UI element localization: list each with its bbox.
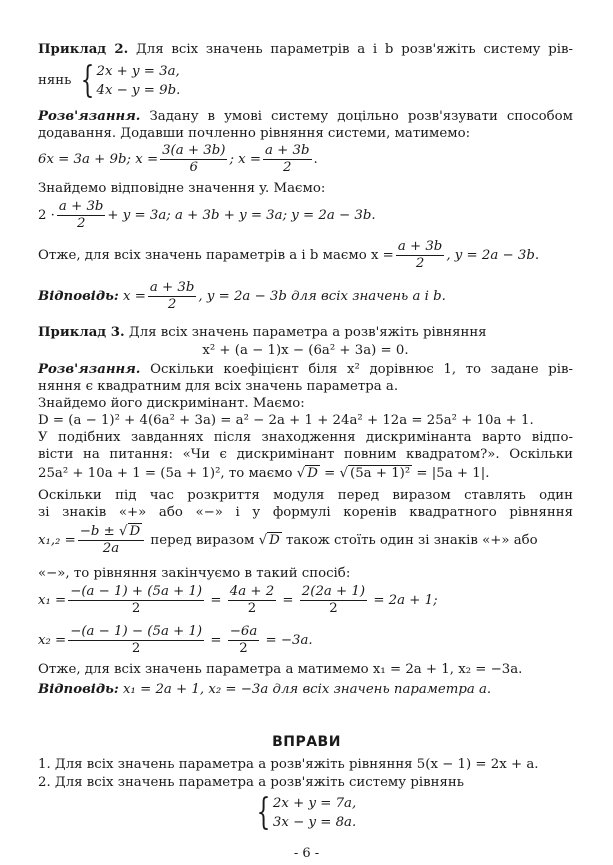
ex2-eq-a-text: 6x = 3a + 9b; x = — [38, 151, 159, 167]
ex3-x1-f1 — [68, 584, 204, 617]
ex3-text-line2: вісти на питання: «Чи є дискримінант повним квадратом?». Оскільки — [38, 447, 573, 462]
ex3-sq-mid: = — [324, 466, 336, 481]
ex3-x2-line: x₂ = $\frac{-(a - 1) - (5a + 1)}{2}$ = $\frac{-6a}{2}$ = −3a. — [38, 624, 313, 656]
ex2-sys-eq1: 2x + y = 3a, — [96, 64, 180, 79]
ex3-x12-num-pre: −b ± — [79, 524, 115, 539]
ex2-conclusion — [38, 239, 573, 272]
exercise-2-eq2: 3x − y = 8a. — [272, 815, 357, 831]
ex2-frac2 — [263, 143, 312, 176]
ex2-frac1 — [160, 143, 227, 176]
ex3-sol-line1: Оскільки коефіцієнт біля x² дорівнює 1, то задане рів- — [150, 362, 574, 377]
ex3-x12-label: x₁,₂ = — [38, 532, 76, 548]
ex2-eq-b — [38, 199, 573, 232]
ex3-answer-label: Відповідь: — [38, 682, 119, 697]
ex3-x1-end: = 2a + 1; — [373, 592, 438, 608]
ex2-solution-line1 — [38, 109, 573, 126]
ex3-statement: Для всіх значень параметра a розв'яжіть рівняння — [128, 325, 487, 340]
ex2-frac4 — [396, 239, 445, 272]
ex3-title: Приклад 3. — [38, 325, 125, 340]
ex2-statement-cont: нянь — [38, 72, 72, 88]
ex3-x2-f1-num: −(a − 1) − (5a + 1) — [70, 624, 203, 639]
ex2-eq-b-post: + y = 3a; a + 3b + y = 3a; y = 2a − 3b. — [107, 207, 376, 223]
ex3-disc-line: D = (a − 1)² + 4(6a² + 3a) = a² − 2a + 1 + 24a² + 12a = 25a² + 10a + 1. — [38, 413, 534, 428]
ex3-x1-f3-num: 2(2a + 1) — [301, 584, 366, 599]
ex3-mod-line1: Оскільки під час розкриття модуля перед виразом ставлять один — [38, 488, 573, 503]
ex3-statement-line — [38, 325, 573, 342]
ex3-x1-f2-num: 4a + 2 — [229, 584, 275, 599]
ex3-x12-line: x₁,₂ = $\frac{-b \pm √ D}{2a}$ перед виразом √ D також стоїть один зі знаків «+» або — [38, 524, 538, 556]
exercise-2-system: { 2x + y = 7a, 3x − y = 8a. — [256, 792, 357, 834]
ex3-x1-f1-den: 2 — [131, 600, 141, 616]
ex3-conclusion: Отже, для всіх значень параметра a матимемо x₁ = 2a + 1, x₂ = −3a. — [38, 662, 523, 677]
page-number: - 6 - — [293, 846, 320, 861]
ex3-x12-post-rad: D — [269, 532, 280, 548]
ex3-x1-f3-den: 2 — [329, 600, 338, 616]
ex2-system: { 2x + y = 3a, 4x − y = 9b. — [80, 60, 181, 102]
ex3-x2-f1 — [68, 624, 204, 657]
ex3-x2-end: = −3a. — [265, 632, 313, 648]
ex3-sq-pre: 25a² + 10a + 1 = (5a + 1)², то маємо — [38, 466, 293, 481]
ex2-frac3-den: 2 — [76, 215, 86, 231]
ex2-eq-a-end: . — [313, 151, 318, 167]
ex3-x12-num: −b ± √ D — [78, 524, 144, 541]
exercise-2: 2. Для всіх значень параметра a розв'яжіть систему рівнянь — [38, 775, 464, 790]
ex3-sol-line3: Знайдемо його дискримінант. Маємо: — [38, 396, 305, 411]
ex3-x1-f2-den: 2 — [247, 600, 257, 616]
ex3-x12-num-rad: D — [129, 524, 141, 539]
ex2-statement: Для всіх значень параметрів a і b розв'яжіть систему рів- — [135, 42, 573, 57]
ex2-frac2-num: a + 3b — [265, 143, 310, 158]
ex3-sqrt-rad: √ (5a + 1)² — [339, 466, 411, 481]
ex2-sol-line2: додавання. Додавши почленно рівняння системи, матимемо: — [38, 126, 471, 141]
ex2-sol-line1: Задану в умові систему доцільно розв'язувати способом — [149, 109, 573, 124]
ex2-eq-a-mid: ; x = — [229, 151, 262, 167]
ex3-end-line: «−», то рівняння закінчуємо в такий спосіб: — [38, 566, 351, 581]
ex3-answer — [38, 682, 573, 699]
ex3-mod-line2: зі знаків «+» або «−» і у формулі коренів квадратного рівняння — [38, 505, 573, 520]
ex3-sq-post: = |5a + 1|. — [416, 466, 490, 481]
ex2-frac5-den: 2 — [167, 296, 177, 312]
ex3-x2-f2-den: 2 — [239, 640, 248, 656]
ex3-answer-text: x₁ = 2a + 1, x₂ = −3a для всіх значень параметра a. — [123, 682, 492, 697]
ex3-equation: x² + (a − 1)x − (6a² + 3a) = 0. — [202, 343, 409, 358]
ex2-frac1-num: 3(a + 3b) — [162, 143, 226, 158]
ex2-answer-pre: x = — [123, 288, 146, 304]
exercise-2-eq1: 2x + y = 7a, — [272, 796, 357, 811]
ex3-sq-d: D — [307, 466, 318, 481]
ex3-text-line1: У подібних завданнях після знаходження дискримінанта варто відпо- — [38, 430, 573, 445]
ex2-frac1-den: 6 — [189, 159, 198, 175]
ex3-x2-f2 — [228, 624, 260, 657]
ex3-x1-f1-num: −(a − 1) + (5a + 1) — [70, 584, 203, 599]
ex2-frac5 — [148, 280, 197, 313]
ex3-sol-line2: няння є квадратним для всіх значень параметра a. — [38, 379, 399, 394]
ex2-answer — [38, 280, 573, 313]
ex2-frac4-num: a + 3b — [397, 239, 443, 254]
ex2-statement-line — [38, 42, 573, 59]
ex2-answer-label: Відповідь: — [38, 288, 119, 304]
ex3-x12-den: 2a — [102, 540, 120, 556]
ex3-solution-label: Розв'язання. — [38, 362, 141, 377]
ex2-sys-eq2: 4x − y = 9b. — [96, 83, 181, 99]
ex2-find-y: Знайдемо відповідне значення y. Маємо: — [38, 181, 326, 196]
ex3-x12-post-pre: перед виразом — [150, 532, 255, 548]
ex3-sq-rad: (5a + 1)² — [350, 466, 411, 481]
ex3-sq-line — [38, 466, 573, 483]
ex2-frac3 — [57, 199, 106, 232]
ex2-solution-label: Розв'язання. — [38, 109, 141, 124]
ex3-x2-f2-num: −6a — [229, 624, 258, 639]
ex3-x1-f3 — [300, 584, 367, 617]
ex2-frac2-den: 2 — [283, 159, 292, 175]
ex2-conclusion-pre: Отже, для всіх значень параметрів a і b маємо x = — [38, 247, 394, 263]
ex2-eq-b-pre: 2 · — [38, 207, 55, 223]
ex3-x12-post-end: також стоїть один зі знаків «+» або — [285, 532, 538, 548]
ex2-frac3-num: a + 3b — [58, 199, 104, 214]
exercises-heading: ВПРАВИ — [272, 734, 341, 750]
ex3-x2-label: x₂ = — [38, 632, 67, 648]
ex2-title: Приклад 2. — [38, 42, 129, 57]
ex2-frac5-num: a + 3b — [149, 280, 195, 295]
ex3-sqrt-d: √ D — [296, 466, 318, 481]
ex3-x1-f2 — [228, 584, 276, 617]
ex3-x1-line: x₁ = $\frac{-(a - 1) + (5a + 1)}{2}$ = $\frac{4a + 2}{2}$ = $\frac{2(2a + 1)}{2}$ = 2a + 1; — [38, 584, 438, 616]
ex3-x2-f1-den: 2 — [131, 640, 141, 656]
ex2-system-line — [38, 62, 573, 101]
ex3-x12-frac — [78, 524, 144, 557]
ex2-eq-a — [38, 143, 573, 176]
ex3-x1-label: x₁ = — [38, 592, 67, 608]
ex2-conclusion-post: , y = 2a − 3b. — [446, 247, 540, 263]
ex2-answer-post: , y = 2a − 3b для всіх значень a і b. — [198, 288, 446, 304]
ex2-frac4-den: 2 — [415, 255, 425, 271]
ex3-solution-line1 — [38, 362, 573, 379]
exercise-1: 1. Для всіх значень параметра a розв'яжіть рівняння 5(x − 1) = 2x + a. — [38, 757, 539, 772]
